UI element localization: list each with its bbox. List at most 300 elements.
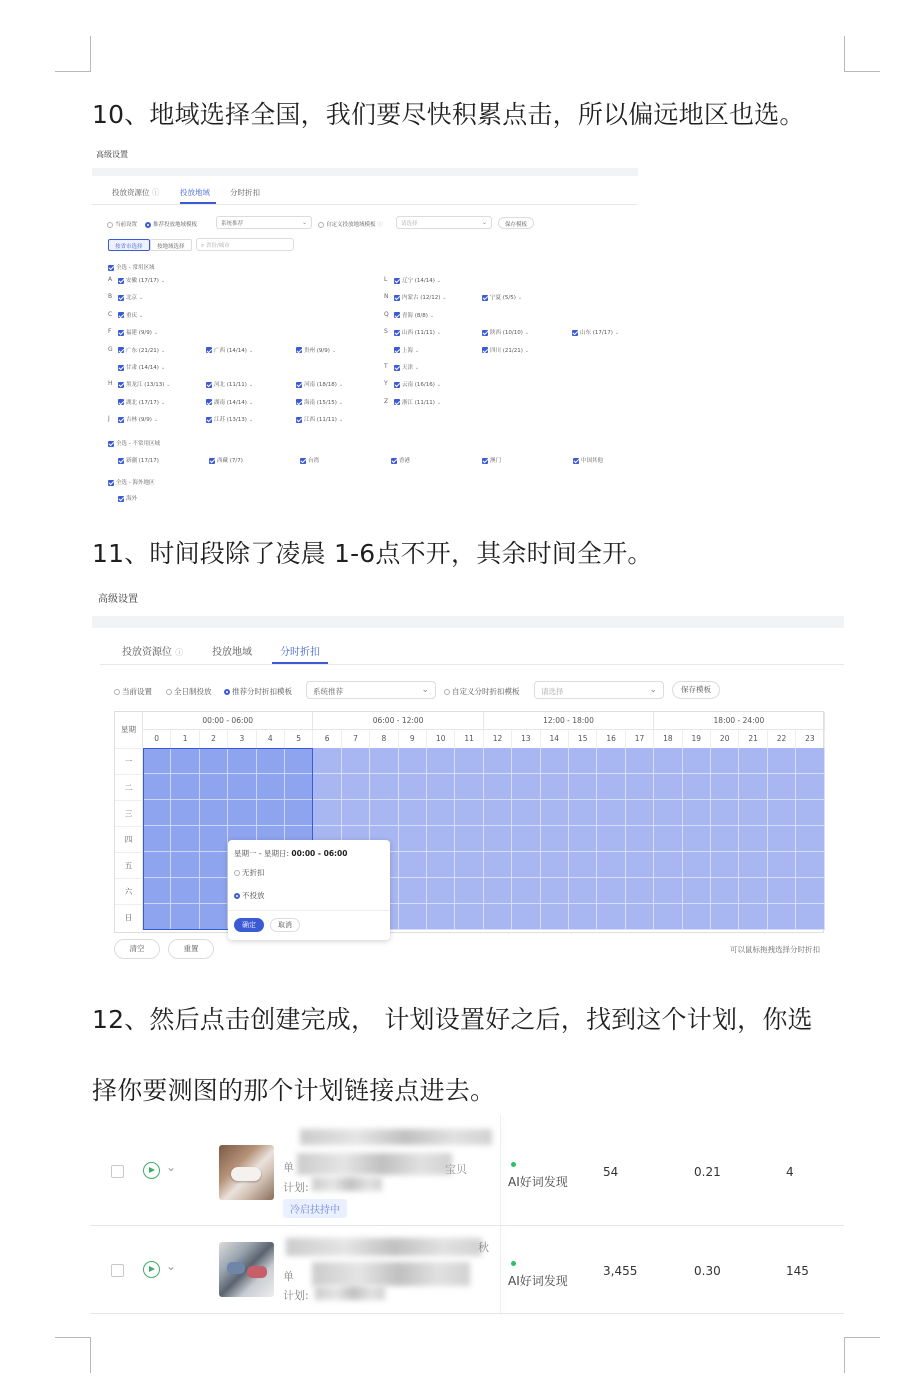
checkbox-checked-icon bbox=[118, 365, 124, 371]
checkbox-checked-icon bbox=[118, 347, 124, 353]
hour-header: 12 bbox=[484, 730, 512, 748]
time-cell[interactable] bbox=[683, 800, 711, 826]
tab-resource-position[interactable]: 投放资源位 ⓘ bbox=[112, 188, 160, 197]
checkbox-checked-icon bbox=[394, 295, 400, 301]
time-cell[interactable] bbox=[626, 904, 654, 930]
time-cell[interactable] bbox=[711, 826, 739, 852]
hour-header: 14 bbox=[541, 730, 569, 748]
region-checkbox[interactable]: 河北 (11/11) ⌄ bbox=[206, 380, 253, 388]
region-letter-label: J bbox=[108, 415, 110, 423]
checkbox-checked-icon bbox=[296, 399, 302, 405]
time-cell[interactable] bbox=[541, 774, 569, 800]
save-template-button[interactable]: 保存模板 bbox=[672, 681, 720, 699]
time-cell[interactable] bbox=[370, 748, 398, 774]
chevron-down-icon[interactable]: ⌄ bbox=[336, 417, 344, 424]
tab-region[interactable]: 投放地域 bbox=[212, 647, 252, 658]
chevron-down-icon[interactable]: ⌄ bbox=[158, 399, 166, 406]
region-letter-label: B bbox=[108, 293, 113, 301]
time-cell[interactable] bbox=[711, 774, 739, 800]
time-cell[interactable] bbox=[569, 774, 597, 800]
time-grid[interactable] bbox=[114, 711, 824, 933]
time-cell[interactable] bbox=[796, 800, 824, 826]
time-cell[interactable] bbox=[711, 878, 739, 904]
source-label: AI好词发现 bbox=[508, 1274, 568, 1288]
hour-header: 3 bbox=[228, 730, 256, 748]
chevron-down-icon[interactable]: ⌄ bbox=[434, 278, 442, 284]
region-checkbox[interactable]: 安徽 (17/17) ⌄ bbox=[118, 276, 165, 284]
chevron-down-icon[interactable]: ⌄ bbox=[164, 382, 171, 389]
title-tail: 宝贝 bbox=[445, 1163, 467, 1176]
region-checkbox[interactable]: 中国其他 bbox=[573, 456, 603, 464]
hour-header: 7 bbox=[342, 730, 370, 748]
time-cell[interactable] bbox=[342, 748, 370, 774]
time-cell[interactable] bbox=[399, 826, 427, 852]
time-cell[interactable] bbox=[683, 826, 711, 852]
region-letter-label: N bbox=[384, 293, 389, 301]
time-cell[interactable] bbox=[455, 774, 483, 800]
time-cell[interactable] bbox=[597, 826, 625, 852]
time-cell[interactable] bbox=[484, 800, 512, 826]
radio-selected-icon bbox=[145, 222, 151, 228]
metric-1: 54 bbox=[603, 1165, 619, 1179]
region-checkbox[interactable]: 湖南 (14/14) ⌄ bbox=[206, 398, 253, 406]
time-cell[interactable] bbox=[597, 774, 625, 800]
time-cell[interactable] bbox=[654, 904, 682, 930]
popup-option-no-discount[interactable]: 无折扣 bbox=[234, 867, 265, 878]
checkbox-checked-icon bbox=[108, 480, 114, 486]
time-cell[interactable] bbox=[399, 878, 427, 904]
product-thumbnail[interactable] bbox=[219, 1242, 274, 1297]
time-cell[interactable] bbox=[796, 852, 824, 878]
time-cell[interactable] bbox=[541, 826, 569, 852]
time-cell[interactable] bbox=[683, 852, 711, 878]
plan-list-screenshot bbox=[90, 1115, 844, 1325]
time-cell[interactable] bbox=[313, 800, 341, 826]
checkbox-checked-icon bbox=[394, 278, 400, 284]
crop-mark-top-right-v bbox=[844, 36, 845, 72]
region-settings-screenshot bbox=[92, 146, 638, 508]
region-checkbox[interactable]: 黑龙江 (13/13) ⌄ bbox=[118, 380, 171, 388]
chevron-down-icon[interactable]: ⌄ bbox=[246, 399, 254, 406]
checkbox-checked-icon bbox=[118, 399, 124, 405]
weekday-label: 一 bbox=[115, 748, 143, 774]
region-checkbox[interactable]: 西藏 (7/7) bbox=[209, 456, 243, 464]
time-range-header: 18:00 - 24:00 bbox=[654, 712, 824, 730]
checkbox-checked-icon bbox=[206, 347, 212, 353]
blurred-plan-id bbox=[312, 1177, 382, 1191]
column-shadow bbox=[500, 1115, 501, 1315]
region-checkbox[interactable]: 河南 (18/18) ⌄ bbox=[296, 380, 343, 388]
time-cell[interactable] bbox=[399, 852, 427, 878]
time-cell[interactable] bbox=[711, 852, 739, 878]
region-checkbox[interactable]: 贵州 (9/9) ⌄ bbox=[296, 346, 336, 354]
chevron-down-icon[interactable]: ⌄ bbox=[440, 295, 447, 302]
time-cell[interactable] bbox=[484, 878, 512, 904]
select-by-region-button[interactable]: 按地域选择 bbox=[150, 239, 192, 251]
time-cell[interactable] bbox=[512, 904, 540, 930]
checkbox-checked-icon bbox=[118, 278, 124, 284]
select-all-overseas-checkbox[interactable]: 全选 - 海外地区 bbox=[108, 478, 154, 486]
time-cell[interactable] bbox=[739, 748, 767, 774]
chevron-down-icon[interactable]: ⌄ bbox=[336, 382, 344, 389]
select-all-uncommon-checkbox[interactable]: 全选 - 不常用区域 bbox=[108, 439, 160, 447]
time-cell[interactable] bbox=[711, 904, 739, 930]
option-all-day[interactable]: 全日制投放 bbox=[166, 686, 212, 697]
checkbox-checked-icon bbox=[118, 496, 124, 502]
time-cell[interactable] bbox=[768, 800, 796, 826]
time-cell[interactable] bbox=[484, 748, 512, 774]
time-cell[interactable] bbox=[541, 852, 569, 878]
chevron-down-icon[interactable]: ⌄ bbox=[515, 295, 523, 302]
time-cell[interactable] bbox=[342, 774, 370, 800]
region-checkbox[interactable]: 福建 (9/9) ⌄ bbox=[118, 328, 158, 336]
region-checkbox[interactable]: 北京 ⌄ bbox=[118, 293, 143, 301]
time-cell[interactable] bbox=[455, 826, 483, 852]
chevron-down-icon[interactable]: ⌄ bbox=[413, 365, 420, 371]
crop-mark-top-right-h bbox=[844, 71, 880, 72]
crop-mark-bottom-right-v bbox=[844, 1337, 845, 1373]
tab-time-discount[interactable]: 分时折扣 bbox=[280, 647, 320, 658]
time-cell[interactable] bbox=[626, 774, 654, 800]
time-cell[interactable] bbox=[569, 878, 597, 904]
row-divider bbox=[90, 1313, 844, 1314]
option-current-setting[interactable]: 当前设置 bbox=[114, 686, 152, 697]
time-cell[interactable] bbox=[711, 748, 739, 774]
chevron-down-icon[interactable]: ⌄ bbox=[158, 278, 166, 284]
weekday-label: 三 bbox=[115, 800, 143, 826]
option-custom-template[interactable]: 自定义投放地域模板 ⓘ bbox=[318, 220, 383, 228]
row-checkbox[interactable] bbox=[111, 1264, 124, 1277]
chevron-down-icon[interactable]: ⌄ bbox=[137, 295, 144, 302]
tab-resource-position[interactable]: 投放资源位 ⓘ bbox=[122, 647, 184, 658]
time-cell[interactable] bbox=[399, 748, 427, 774]
time-cell[interactable] bbox=[455, 852, 483, 878]
time-cell[interactable] bbox=[512, 878, 540, 904]
time-cell[interactable] bbox=[512, 826, 540, 852]
region-letter-label: G bbox=[108, 345, 113, 353]
checkbox-checked-icon bbox=[391, 458, 397, 464]
time-cell[interactable] bbox=[683, 904, 711, 930]
time-cell[interactable] bbox=[626, 878, 654, 904]
time-cell[interactable] bbox=[512, 748, 540, 774]
time-cell[interactable] bbox=[626, 748, 654, 774]
time-cell[interactable] bbox=[541, 878, 569, 904]
metric-2: 0.21 bbox=[694, 1165, 721, 1179]
template-select[interactable]: 系统推荐 ⌄ bbox=[306, 681, 436, 699]
checkbox-checked-icon bbox=[118, 458, 124, 464]
chevron-down-icon[interactable]: ⌄ bbox=[137, 312, 144, 319]
checkbox-checked-icon bbox=[296, 417, 302, 423]
checkbox-checked-icon bbox=[118, 295, 124, 301]
select-all-common-checkbox[interactable]: 全选 - 常用区域 bbox=[108, 263, 154, 271]
time-cell[interactable] bbox=[683, 748, 711, 774]
time-cell[interactable] bbox=[455, 800, 483, 826]
chevron-down-icon[interactable]: ⌄ bbox=[151, 330, 159, 337]
time-cell[interactable] bbox=[796, 878, 824, 904]
option-recommended-template[interactable]: 推荐投放地域模板 bbox=[145, 220, 197, 228]
option-recommended-template[interactable]: 推荐分时折扣模板 bbox=[224, 686, 292, 697]
tab-divider bbox=[100, 664, 844, 665]
blurred-product-title bbox=[286, 1238, 482, 1256]
radio-icon bbox=[318, 222, 324, 228]
checkbox-checked-icon bbox=[482, 295, 488, 301]
time-cell[interactable] bbox=[427, 852, 455, 878]
time-cell[interactable] bbox=[569, 748, 597, 774]
checkbox-checked-icon bbox=[206, 382, 212, 388]
time-cell[interactable] bbox=[455, 878, 483, 904]
time-cell[interactable] bbox=[512, 800, 540, 826]
time-cell[interactable] bbox=[654, 774, 682, 800]
option-current-setting[interactable]: 当前设置 bbox=[107, 220, 137, 228]
time-cell[interactable] bbox=[597, 800, 625, 826]
shoe-image-icon bbox=[247, 1266, 267, 1278]
crop-mark-bottom-left-h bbox=[55, 1337, 91, 1338]
select-by-province-button[interactable]: 按省市选择 bbox=[108, 239, 150, 251]
weekday-label: 日 bbox=[115, 904, 143, 930]
chevron-down-icon[interactable]: ⌄ bbox=[246, 382, 254, 389]
plan-prefix: 计划: bbox=[283, 1289, 309, 1302]
region-checkbox[interactable]: 天津 ⌄ bbox=[394, 363, 419, 371]
time-cell[interactable] bbox=[427, 774, 455, 800]
time-cell[interactable] bbox=[683, 878, 711, 904]
checkbox-checked-icon bbox=[394, 365, 400, 371]
play-status-icon[interactable] bbox=[143, 1162, 160, 1179]
reset-button[interactable]: 重置 bbox=[168, 939, 214, 959]
time-cell[interactable] bbox=[484, 852, 512, 878]
time-cell[interactable] bbox=[796, 904, 824, 930]
time-cell[interactable] bbox=[399, 904, 427, 930]
status-dot-icon bbox=[511, 1162, 516, 1167]
region-checkbox[interactable]: 青海 (8/8) ⌄ bbox=[394, 311, 434, 319]
tab-time-discount[interactable]: 分时折扣 bbox=[230, 188, 260, 197]
region-checkbox-overseas[interactable]: 海外 bbox=[118, 494, 137, 502]
chevron-down-icon[interactable]: ⌄ bbox=[329, 347, 337, 354]
time-cell[interactable] bbox=[313, 748, 341, 774]
time-cell[interactable] bbox=[626, 826, 654, 852]
time-cell[interactable] bbox=[711, 800, 739, 826]
time-cell[interactable] bbox=[768, 774, 796, 800]
popup-option-no-delivery[interactable]: 不投放 bbox=[234, 890, 265, 901]
blurred-plan-name bbox=[312, 1262, 470, 1286]
time-cell[interactable] bbox=[455, 904, 483, 930]
radio-selected-icon bbox=[224, 689, 230, 695]
time-range-header: 00:00 - 06:00 bbox=[143, 712, 313, 730]
time-cell[interactable] bbox=[512, 774, 540, 800]
clear-button[interactable]: 清空 bbox=[114, 939, 160, 959]
time-cell[interactable] bbox=[739, 826, 767, 852]
region-checkbox[interactable]: 山西 (11/11) ⌄ bbox=[394, 328, 441, 336]
checkbox-checked-icon bbox=[482, 458, 488, 464]
custom-template-select[interactable]: 请选择 ⌄ bbox=[396, 216, 492, 229]
time-cell[interactable] bbox=[427, 878, 455, 904]
title-tail: 秋 bbox=[478, 1241, 489, 1254]
time-cell[interactable] bbox=[541, 904, 569, 930]
plan-label-prefix: 单 bbox=[283, 1161, 294, 1174]
region-checkbox[interactable]: 辽宁 (14/14) ⌄ bbox=[394, 276, 441, 284]
section-band bbox=[92, 616, 844, 628]
time-cell[interactable] bbox=[796, 774, 824, 800]
region-checkbox[interactable]: 四川 (21/21) ⌄ bbox=[482, 346, 529, 354]
checkbox-checked-icon bbox=[209, 458, 215, 464]
chevron-down-icon: ⌄ bbox=[649, 685, 657, 695]
time-cell[interactable] bbox=[739, 800, 767, 826]
time-cell[interactable] bbox=[484, 774, 512, 800]
time-cell[interactable] bbox=[370, 774, 398, 800]
chevron-down-icon[interactable]: ⌄ bbox=[413, 347, 420, 354]
time-discount-popup bbox=[228, 840, 390, 940]
region-checkbox[interactable]: 宁夏 (5/5) ⌄ bbox=[482, 293, 522, 301]
region-checkbox[interactable]: 澳门 bbox=[482, 456, 501, 464]
time-cell[interactable] bbox=[399, 800, 427, 826]
region-checkbox[interactable]: 甘肃 (14/14) ⌄ bbox=[118, 363, 165, 371]
chevron-down-icon: ⌄ bbox=[481, 219, 487, 226]
chevron-down-icon[interactable]: ⌄ bbox=[166, 1160, 177, 1174]
region-checkbox[interactable]: 香港 bbox=[391, 456, 410, 464]
region-checkbox[interactable]: 山东 (17/17) ⌄ bbox=[572, 328, 619, 336]
help-icon: ⓘ bbox=[377, 222, 383, 228]
chevron-down-icon[interactable]: ⌄ bbox=[612, 330, 620, 337]
time-cell[interactable] bbox=[768, 826, 796, 852]
time-cell[interactable] bbox=[626, 852, 654, 878]
time-cell[interactable] bbox=[739, 878, 767, 904]
time-cell[interactable] bbox=[654, 748, 682, 774]
time-cell[interactable] bbox=[455, 748, 483, 774]
time-cell[interactable] bbox=[597, 852, 625, 878]
checkbox-checked-icon bbox=[572, 330, 578, 336]
time-cell[interactable] bbox=[342, 800, 370, 826]
popup-confirm-button[interactable]: 确定 bbox=[234, 918, 264, 932]
popup-cancel-button[interactable]: 取消 bbox=[270, 918, 300, 932]
region-checkbox[interactable]: 浙江 (11/11) ⌄ bbox=[394, 398, 441, 406]
time-cell[interactable] bbox=[597, 748, 625, 774]
time-cell[interactable] bbox=[569, 904, 597, 930]
time-cell[interactable] bbox=[569, 852, 597, 878]
time-cell[interactable] bbox=[796, 748, 824, 774]
region-checkbox[interactable]: 陕西 (10/10) ⌄ bbox=[482, 328, 529, 336]
cold-start-tag: 冷启扶持中 bbox=[283, 1199, 347, 1218]
chevron-down-icon[interactable]: ⌄ bbox=[166, 1259, 177, 1273]
region-checkbox[interactable]: 海南 (15/15) ⌄ bbox=[296, 398, 343, 406]
checkbox-checked-icon bbox=[206, 417, 212, 423]
time-cell[interactable] bbox=[654, 852, 682, 878]
region-checkbox[interactable]: 重庆 ⌄ bbox=[118, 311, 143, 319]
crop-mark-top-left-h bbox=[55, 71, 91, 72]
time-cell[interactable] bbox=[768, 748, 796, 774]
chevron-down-icon[interactable]: ⌄ bbox=[434, 330, 442, 337]
product-thumbnail[interactable] bbox=[219, 1145, 274, 1200]
region-checkbox[interactable]: 云南 (16/16) ⌄ bbox=[394, 380, 441, 388]
checkbox-checked-icon bbox=[296, 347, 302, 353]
time-cell[interactable] bbox=[427, 904, 455, 930]
time-cell[interactable] bbox=[399, 774, 427, 800]
time-cell[interactable] bbox=[739, 904, 767, 930]
region-checkbox[interactable]: 江苏 (13/13) ⌄ bbox=[206, 415, 253, 423]
chevron-down-icon[interactable]: ⌄ bbox=[434, 382, 442, 389]
checkbox-checked-icon bbox=[394, 347, 400, 353]
time-cell[interactable] bbox=[654, 878, 682, 904]
play-status-icon[interactable] bbox=[143, 1261, 160, 1278]
chevron-down-icon[interactable]: ⌄ bbox=[158, 365, 166, 371]
time-cell[interactable] bbox=[541, 800, 569, 826]
time-cell[interactable] bbox=[597, 904, 625, 930]
time-cell[interactable] bbox=[597, 878, 625, 904]
chevron-down-icon[interactable]: ⌄ bbox=[522, 347, 530, 354]
advanced-settings-title: 高级设置 bbox=[98, 594, 138, 605]
time-cell[interactable] bbox=[427, 748, 455, 774]
template-select[interactable]: 系统推荐 ⌄ bbox=[216, 216, 312, 229]
region-checkbox[interactable]: 广西 (14/14) ⌄ bbox=[206, 346, 253, 354]
time-cell[interactable] bbox=[768, 904, 796, 930]
checkbox-checked-icon bbox=[108, 441, 114, 447]
time-cell[interactable] bbox=[569, 800, 597, 826]
help-icon: ⓘ bbox=[175, 648, 184, 657]
time-cell[interactable] bbox=[739, 774, 767, 800]
hour-header: 0 bbox=[143, 730, 171, 748]
chevron-down-icon[interactable]: ⌄ bbox=[336, 399, 344, 406]
time-cell[interactable] bbox=[768, 852, 796, 878]
region-letter-label: H bbox=[108, 380, 113, 388]
hour-header: 11 bbox=[455, 730, 483, 748]
chevron-down-icon[interactable]: ⌄ bbox=[427, 312, 435, 319]
time-cell[interactable] bbox=[569, 826, 597, 852]
option-custom-template[interactable]: 自定义分时折扣模板 bbox=[444, 686, 520, 697]
time-cell[interactable] bbox=[370, 800, 398, 826]
hour-header: 22 bbox=[768, 730, 796, 748]
time-cell[interactable] bbox=[427, 826, 455, 852]
time-cell[interactable] bbox=[683, 774, 711, 800]
time-cell[interactable] bbox=[541, 748, 569, 774]
crop-mark-bottom-right-h bbox=[844, 1337, 880, 1338]
chevron-down-icon[interactable]: ⌄ bbox=[434, 399, 442, 406]
region-checkbox[interactable]: 广东 (21/21) ⌄ bbox=[118, 346, 165, 354]
checkbox-checked-icon bbox=[394, 312, 400, 318]
chevron-down-icon[interactable]: ⌄ bbox=[151, 417, 159, 424]
region-checkbox[interactable]: 上海 ⌄ bbox=[394, 346, 419, 354]
chevron-down-icon[interactable]: ⌄ bbox=[158, 347, 166, 354]
region-checkbox[interactable]: 内蒙古 (12/12) ⌄ bbox=[394, 293, 447, 301]
time-cell[interactable] bbox=[427, 800, 455, 826]
time-cell[interactable] bbox=[796, 826, 824, 852]
region-checkbox[interactable]: 吉林 (9/9) ⌄ bbox=[118, 415, 158, 423]
hour-header: 13 bbox=[512, 730, 540, 748]
region-checkbox[interactable]: 湖北 (17/17) ⌄ bbox=[118, 398, 165, 406]
weekday-label: 五 bbox=[115, 852, 143, 878]
time-cell[interactable] bbox=[484, 826, 512, 852]
chevron-down-icon[interactable]: ⌄ bbox=[522, 330, 530, 337]
time-cell[interactable] bbox=[512, 852, 540, 878]
time-cell[interactable] bbox=[313, 774, 341, 800]
time-cell[interactable] bbox=[768, 878, 796, 904]
region-checkbox[interactable]: 新疆 (17/17) bbox=[118, 456, 159, 464]
region-search-input[interactable]: ⌕ 省份/城市 bbox=[196, 238, 294, 251]
region-letter-label: S bbox=[384, 328, 388, 336]
time-cell[interactable] bbox=[739, 852, 767, 878]
time-cell[interactable] bbox=[654, 800, 682, 826]
save-template-button[interactable]: 保存模板 bbox=[498, 217, 534, 229]
chevron-down-icon[interactable]: ⌄ bbox=[246, 417, 254, 424]
region-checkbox[interactable]: 台湾 bbox=[300, 456, 319, 464]
time-cell[interactable] bbox=[484, 904, 512, 930]
chevron-down-icon: ⌄ bbox=[301, 219, 307, 226]
custom-template-select[interactable]: 请选择 ⌄ bbox=[534, 681, 664, 699]
region-checkbox[interactable]: 江西 (11/11) ⌄ bbox=[296, 415, 343, 423]
row-checkbox[interactable] bbox=[111, 1165, 124, 1178]
time-cell[interactable] bbox=[626, 800, 654, 826]
chevron-down-icon[interactable]: ⌄ bbox=[246, 347, 254, 354]
tab-region[interactable]: 投放地域 bbox=[180, 188, 210, 197]
time-cell[interactable] bbox=[654, 826, 682, 852]
region-letter-label: F bbox=[108, 328, 112, 336]
